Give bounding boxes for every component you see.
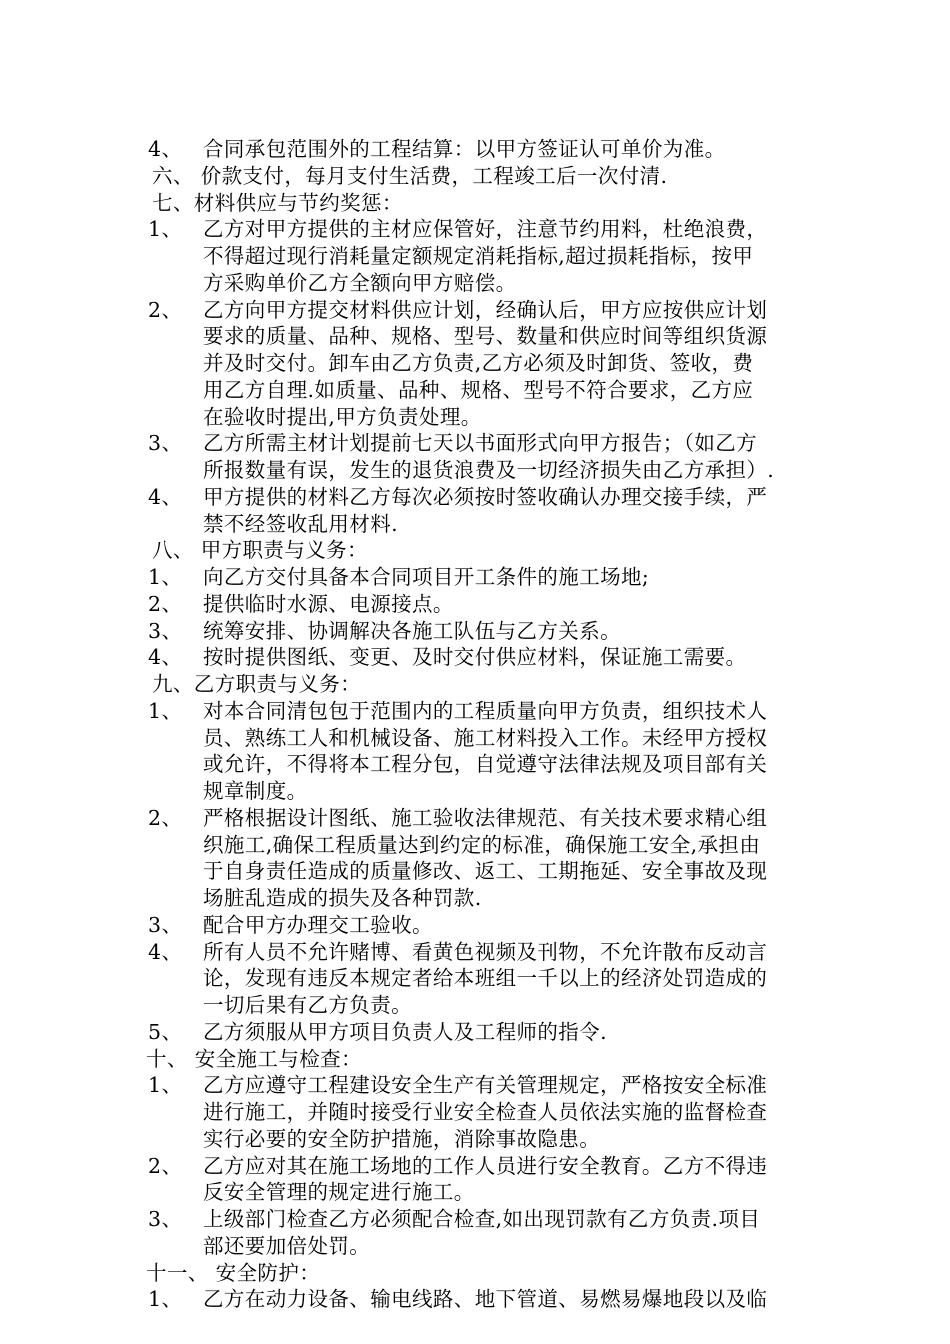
list-item-text-line: 员、熟练工人和机械设备、施工材料投入工作。未经甲方授权 [203, 725, 768, 750]
list-item-number: 2、 [148, 1153, 183, 1178]
list-item-text-line: 按时提供图纸、变更、及时交付供应材料，保证施工需要。 [203, 645, 747, 670]
list-item-text-line: 提供临时水源、电源接点。 [203, 591, 454, 616]
list-item-text-line: 进行施工，并随时接受行业安全检查人员依法实施的监督检查 [203, 1100, 768, 1124]
list-item-text-line: 乙方所需主材计划提前七天以书面形式向甲方报告；（如乙方 [203, 431, 758, 456]
list-item-text-line: 反安全管理的规定进行施工。 [203, 1180, 475, 1205]
list-item-text-line: 不得超过现行消耗量定额规定消耗指标,超过损耗指标，按甲 [203, 244, 754, 268]
list-item-text-line: 要求的质量、品种、规格、型号、数量和供应时间等组织货源 [203, 324, 768, 349]
list-item-number: 4、 [148, 939, 183, 964]
list-item-text-line: 禁不经签收乱用材料. [203, 511, 399, 536]
list-item-number: 1、 [148, 698, 183, 723]
list-item-number: 3、 [148, 1207, 183, 1231]
section-heading: 十、 安全施工与检查： [146, 1046, 362, 1071]
list-item-text-line: 乙方向甲方提交材料供应计划，经确认后，甲方应按供应计划 [203, 297, 768, 322]
list-item-number: 3、 [148, 431, 183, 456]
list-item-text-line: 乙方在动力设备、输电线路、地下管道、易燃易爆地段以及临 [203, 1287, 768, 1312]
list-item-text-line: 统筹安排、协调解决各施工队伍与乙方关系。 [203, 618, 621, 643]
list-item-number: 1、 [148, 1287, 183, 1312]
section-heading: 七、材料供应与节约奖惩： [152, 190, 403, 215]
list-item-text-line: 论，发现有违反本规定者给本班组一千以上的经济处罚造成的 [203, 966, 768, 991]
list-item-text-line: 场脏乱造成的损失及各种罚款. [203, 886, 482, 910]
list-item-number: 3、 [148, 912, 183, 937]
list-item-text-line: 乙方须服从甲方项目负责人及工程师的指令. [203, 1019, 608, 1044]
list-item-text-line: 实行必要的安全防护措施，消除事故隐患。 [203, 1126, 601, 1151]
list-item-text-line: 或允许，不得将本工程分包，自觉遵守法律法规及项目部有关 [203, 752, 768, 777]
list-item-text-line: 乙方应对其在施工场地的工作人员进行安全教育。乙方不得违 [203, 1153, 768, 1178]
list-item-text-line: 方采购单价乙方全额向甲方赔偿。 [203, 270, 517, 295]
list-item-text-line: 合同承包范围外的工程结算：以甲方签证认可单价为准。 [203, 137, 726, 161]
list-item-text-line: 乙方对甲方提供的主材应保管好，注意节约用料，杜绝浪费， [203, 217, 768, 242]
list-item-text-line: 甲方提供的材料乙方每次必须按时签收确认办理交接手续，严 [203, 484, 768, 509]
list-item-number: 1、 [148, 217, 183, 242]
list-item-text-line: 乙方应遵守工程建设安全生产有关管理规定，严格按安全标准 [203, 1073, 768, 1098]
list-item-text-line: 向乙方交付具备本合同项目开工条件的施工场地; [203, 565, 650, 589]
section-heading: 八、 甲方职责与义务： [152, 538, 368, 563]
list-item-text-line: 所报数量有误，发生的退货浪费及一切经济损失由乙方承担）. [203, 458, 775, 482]
list-item-number: 1、 [148, 1073, 183, 1098]
list-item-text-line: 部还要加倍处罚。 [203, 1233, 371, 1258]
section-heading: 六、 价款支付，每月支付生活费，工程竣工后一次付清. [152, 163, 668, 188]
list-item-number: 2、 [148, 297, 183, 322]
list-item-text-line: 规章制度。 [203, 779, 308, 803]
list-item-number: 4、 [148, 137, 183, 161]
list-item-number: 1、 [148, 565, 183, 589]
list-item-text-line: 一切后果有乙方负责。 [203, 993, 412, 1017]
list-item-number: 4、 [148, 645, 183, 670]
list-item-number: 2、 [148, 805, 183, 830]
list-item-text-line: 严格根据设计图纸、施工验收法律规范、有关技术要求精心组 [203, 805, 768, 830]
list-item-text-line: 上级部门检查乙方必须配合检查,如出现罚款有乙方负责.项目 [203, 1207, 761, 1231]
list-item-number: 5、 [148, 1019, 183, 1044]
list-item-text-line: 用乙方自理.如质量、品种、规格、型号不符合要求，乙方应 [203, 377, 754, 402]
list-item-text-line: 所有人员不允许赌博、看黄色视频及刊物，不允许散布反动言 [203, 939, 768, 964]
list-item-number: 3、 [148, 618, 183, 643]
list-item-text-line: 于自身责任造成的质量修改、返工、工期拖延、安全事故及现 [203, 859, 768, 884]
list-item-number: 2、 [148, 591, 183, 616]
list-item-text-line: 织施工,确保工程质量达到约定的标准，确保施工安全,承担由 [203, 832, 761, 857]
list-item-text-line: 配合甲方办理交工验收。 [203, 912, 433, 937]
section-heading: 九、乙方职责与义务： [152, 672, 361, 696]
list-item-text-line: 对本合同清包包于范围内的工程质量向甲方负责，组织技术人 [203, 698, 768, 723]
list-item-number: 4、 [148, 484, 183, 509]
list-item-text-line: 并及时交付。卸车由乙方负责,乙方必须及时卸货、签收，费 [203, 351, 754, 375]
list-item-text-line: 在验收时提出,甲方负责处理。 [203, 404, 482, 429]
section-heading: 十一、 安全防护： [146, 1260, 321, 1285]
